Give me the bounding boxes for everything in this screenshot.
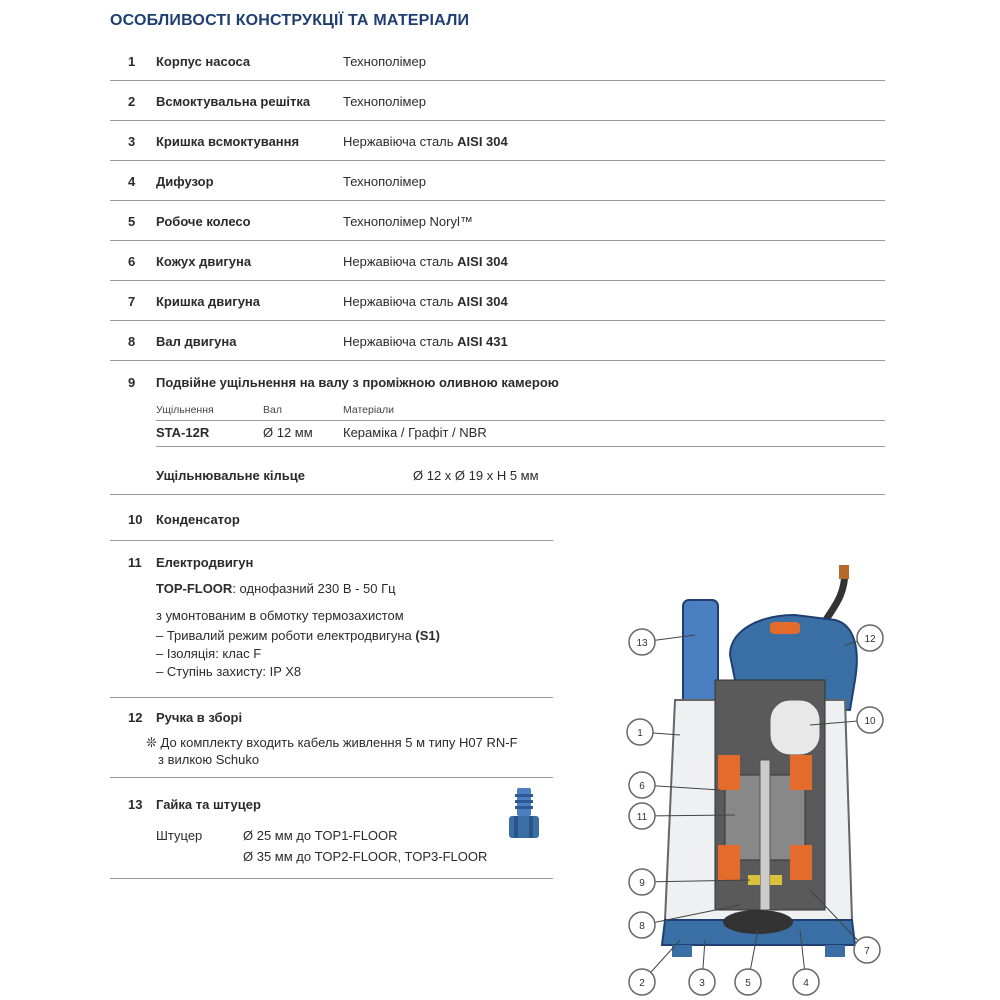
item-number: 6 xyxy=(128,254,136,269)
item-number: 11 xyxy=(128,555,142,570)
capacitor xyxy=(770,700,820,755)
item-value-text: Технополімер xyxy=(343,94,426,109)
pump-illustration xyxy=(620,560,895,1000)
ring-label: Ущільнювальне кільце xyxy=(156,468,305,483)
item-label: Дифузор xyxy=(156,174,214,189)
item-value-text: Технополімер Noryl™ xyxy=(343,214,473,229)
item-value xyxy=(343,134,508,149)
callout-number: 12 xyxy=(864,634,876,645)
material-row xyxy=(110,162,885,201)
item-label: Вал двигуна xyxy=(156,334,237,349)
fitting-image xyxy=(505,786,543,842)
material-row xyxy=(110,282,885,321)
fitting-nut xyxy=(509,816,539,838)
item-number: 10 xyxy=(128,512,143,527)
motor-line: – Ступінь захисту: IP X8 xyxy=(156,664,302,679)
ring-value: Ø 12 x Ø 19 x H 5 мм xyxy=(413,468,539,483)
item-number: 8 xyxy=(128,334,136,349)
callout-number: 4 xyxy=(803,978,809,989)
item-value xyxy=(343,214,473,229)
material-row xyxy=(110,122,885,161)
item-label: Електродвигун xyxy=(156,555,254,570)
motor-model: TOP-FLOOR xyxy=(156,581,233,596)
item-label: Гайка та штуцер xyxy=(156,797,261,812)
item-value-text: Нержавіюча сталь xyxy=(343,254,458,269)
callout-number: 10 xyxy=(864,716,876,727)
item-value-grade: AISI 304 xyxy=(457,294,508,309)
item-label: Корпус насоса xyxy=(156,54,251,69)
motor-shaft xyxy=(760,760,770,910)
materials-header: Матеріали xyxy=(343,404,395,416)
callout-number: 9 xyxy=(639,878,645,889)
item-value xyxy=(343,334,508,349)
seal-materials: Кераміка / Графіт / NBR xyxy=(343,425,487,440)
item-value-grade: AISI 304 xyxy=(457,254,508,269)
seal-shaft: Ø 12 мм xyxy=(263,425,313,440)
item-label: Кришка двигуна xyxy=(156,294,261,309)
item-number: 13 xyxy=(128,797,143,812)
item-number: 12 xyxy=(128,710,143,725)
seal-section xyxy=(110,364,885,495)
motor-model-line xyxy=(156,581,396,596)
motor-model-desc: : однофазний 230 В - 50 Гц xyxy=(232,581,396,596)
item-label: Подвійне ущільнення на валу з проміжною оливною камерою xyxy=(156,375,559,390)
callout-number: 11 xyxy=(636,812,648,823)
motor-duty: – Тривалий режим роботи електродвигуна xyxy=(156,628,416,643)
fitting-size: Ø 25 мм до TOP1-FLOOR xyxy=(243,828,398,843)
item-value xyxy=(343,94,426,109)
item-value-grade: AISI 431 xyxy=(457,334,508,349)
material-row xyxy=(110,202,885,241)
item-label: Кожух двигуна xyxy=(156,254,252,269)
item-number: 4 xyxy=(128,174,136,189)
material-row xyxy=(110,242,885,281)
motor-line: – Ізоляція: клас F xyxy=(156,646,262,661)
material-row xyxy=(110,82,885,121)
capacitor-row xyxy=(110,500,553,541)
callout-number: 13 xyxy=(636,638,648,649)
motor-line: з умонтованим в обмотку термозахистом xyxy=(156,608,404,623)
callout-number: 5 xyxy=(745,978,751,989)
item-number: 3 xyxy=(128,134,136,149)
item-number: 7 xyxy=(128,294,136,309)
motor-line xyxy=(156,628,440,643)
motor-duty-code: (S1) xyxy=(415,628,440,643)
motor-section xyxy=(110,543,553,698)
outlet-pipe xyxy=(683,600,718,710)
item-label: Робоче колесо xyxy=(156,214,251,229)
item-value-text: Технополімер xyxy=(343,174,426,189)
divider xyxy=(156,446,885,447)
seal-type: STA-12R xyxy=(156,425,210,440)
item-label: Кришка всмоктування xyxy=(156,134,300,149)
item-number: 5 xyxy=(128,214,136,229)
callout-number: 8 xyxy=(639,921,645,932)
item-number: 2 xyxy=(128,94,136,109)
item-number: 1 xyxy=(128,54,136,69)
nut-section xyxy=(110,786,553,879)
callout-number: 6 xyxy=(639,781,645,792)
item-value-text: Технополімер xyxy=(343,54,426,69)
item-value xyxy=(343,54,426,69)
item-number: 9 xyxy=(128,375,136,390)
fitting-label: Штуцер xyxy=(156,828,203,843)
material-row xyxy=(110,42,885,81)
handle-note: ❊ До комплекту входить кабель живлення 5 м типу H07 RN-F xyxy=(146,735,518,750)
callout-number: 1 xyxy=(637,728,643,739)
material-row xyxy=(110,322,885,361)
item-value-grade: AISI 304 xyxy=(457,134,508,149)
seal-header: Ущільнення xyxy=(156,404,214,416)
callout-number: 2 xyxy=(639,978,645,989)
fitting-size: Ø 35 мм до TOP2-FLOOR, TOP3-FLOOR xyxy=(243,849,488,864)
callout-number: 3 xyxy=(699,978,705,989)
item-label: Ручка в зборі xyxy=(156,710,243,725)
item-value-text: Нержавіюча сталь xyxy=(343,294,458,309)
item-label: Всмоктувальна решітка xyxy=(156,94,311,109)
item-value-text: Нержавіюча сталь xyxy=(343,334,458,349)
page-title: ОСОБЛИВОСТІ КОНСТРУКЦІЇ ТА МАТЕРІАЛИ xyxy=(110,12,470,29)
handle-note: з вилкою Schuko xyxy=(158,752,260,767)
item-value xyxy=(343,254,508,269)
divider xyxy=(156,420,885,421)
item-value xyxy=(343,174,426,189)
shaft-header: Вал xyxy=(263,404,282,416)
item-label: Конденсатор xyxy=(156,512,240,527)
handle-section xyxy=(110,700,553,778)
item-value-text: Нержавіюча сталь xyxy=(343,134,458,149)
callout-number: 7 xyxy=(864,946,870,957)
item-value xyxy=(343,294,508,309)
